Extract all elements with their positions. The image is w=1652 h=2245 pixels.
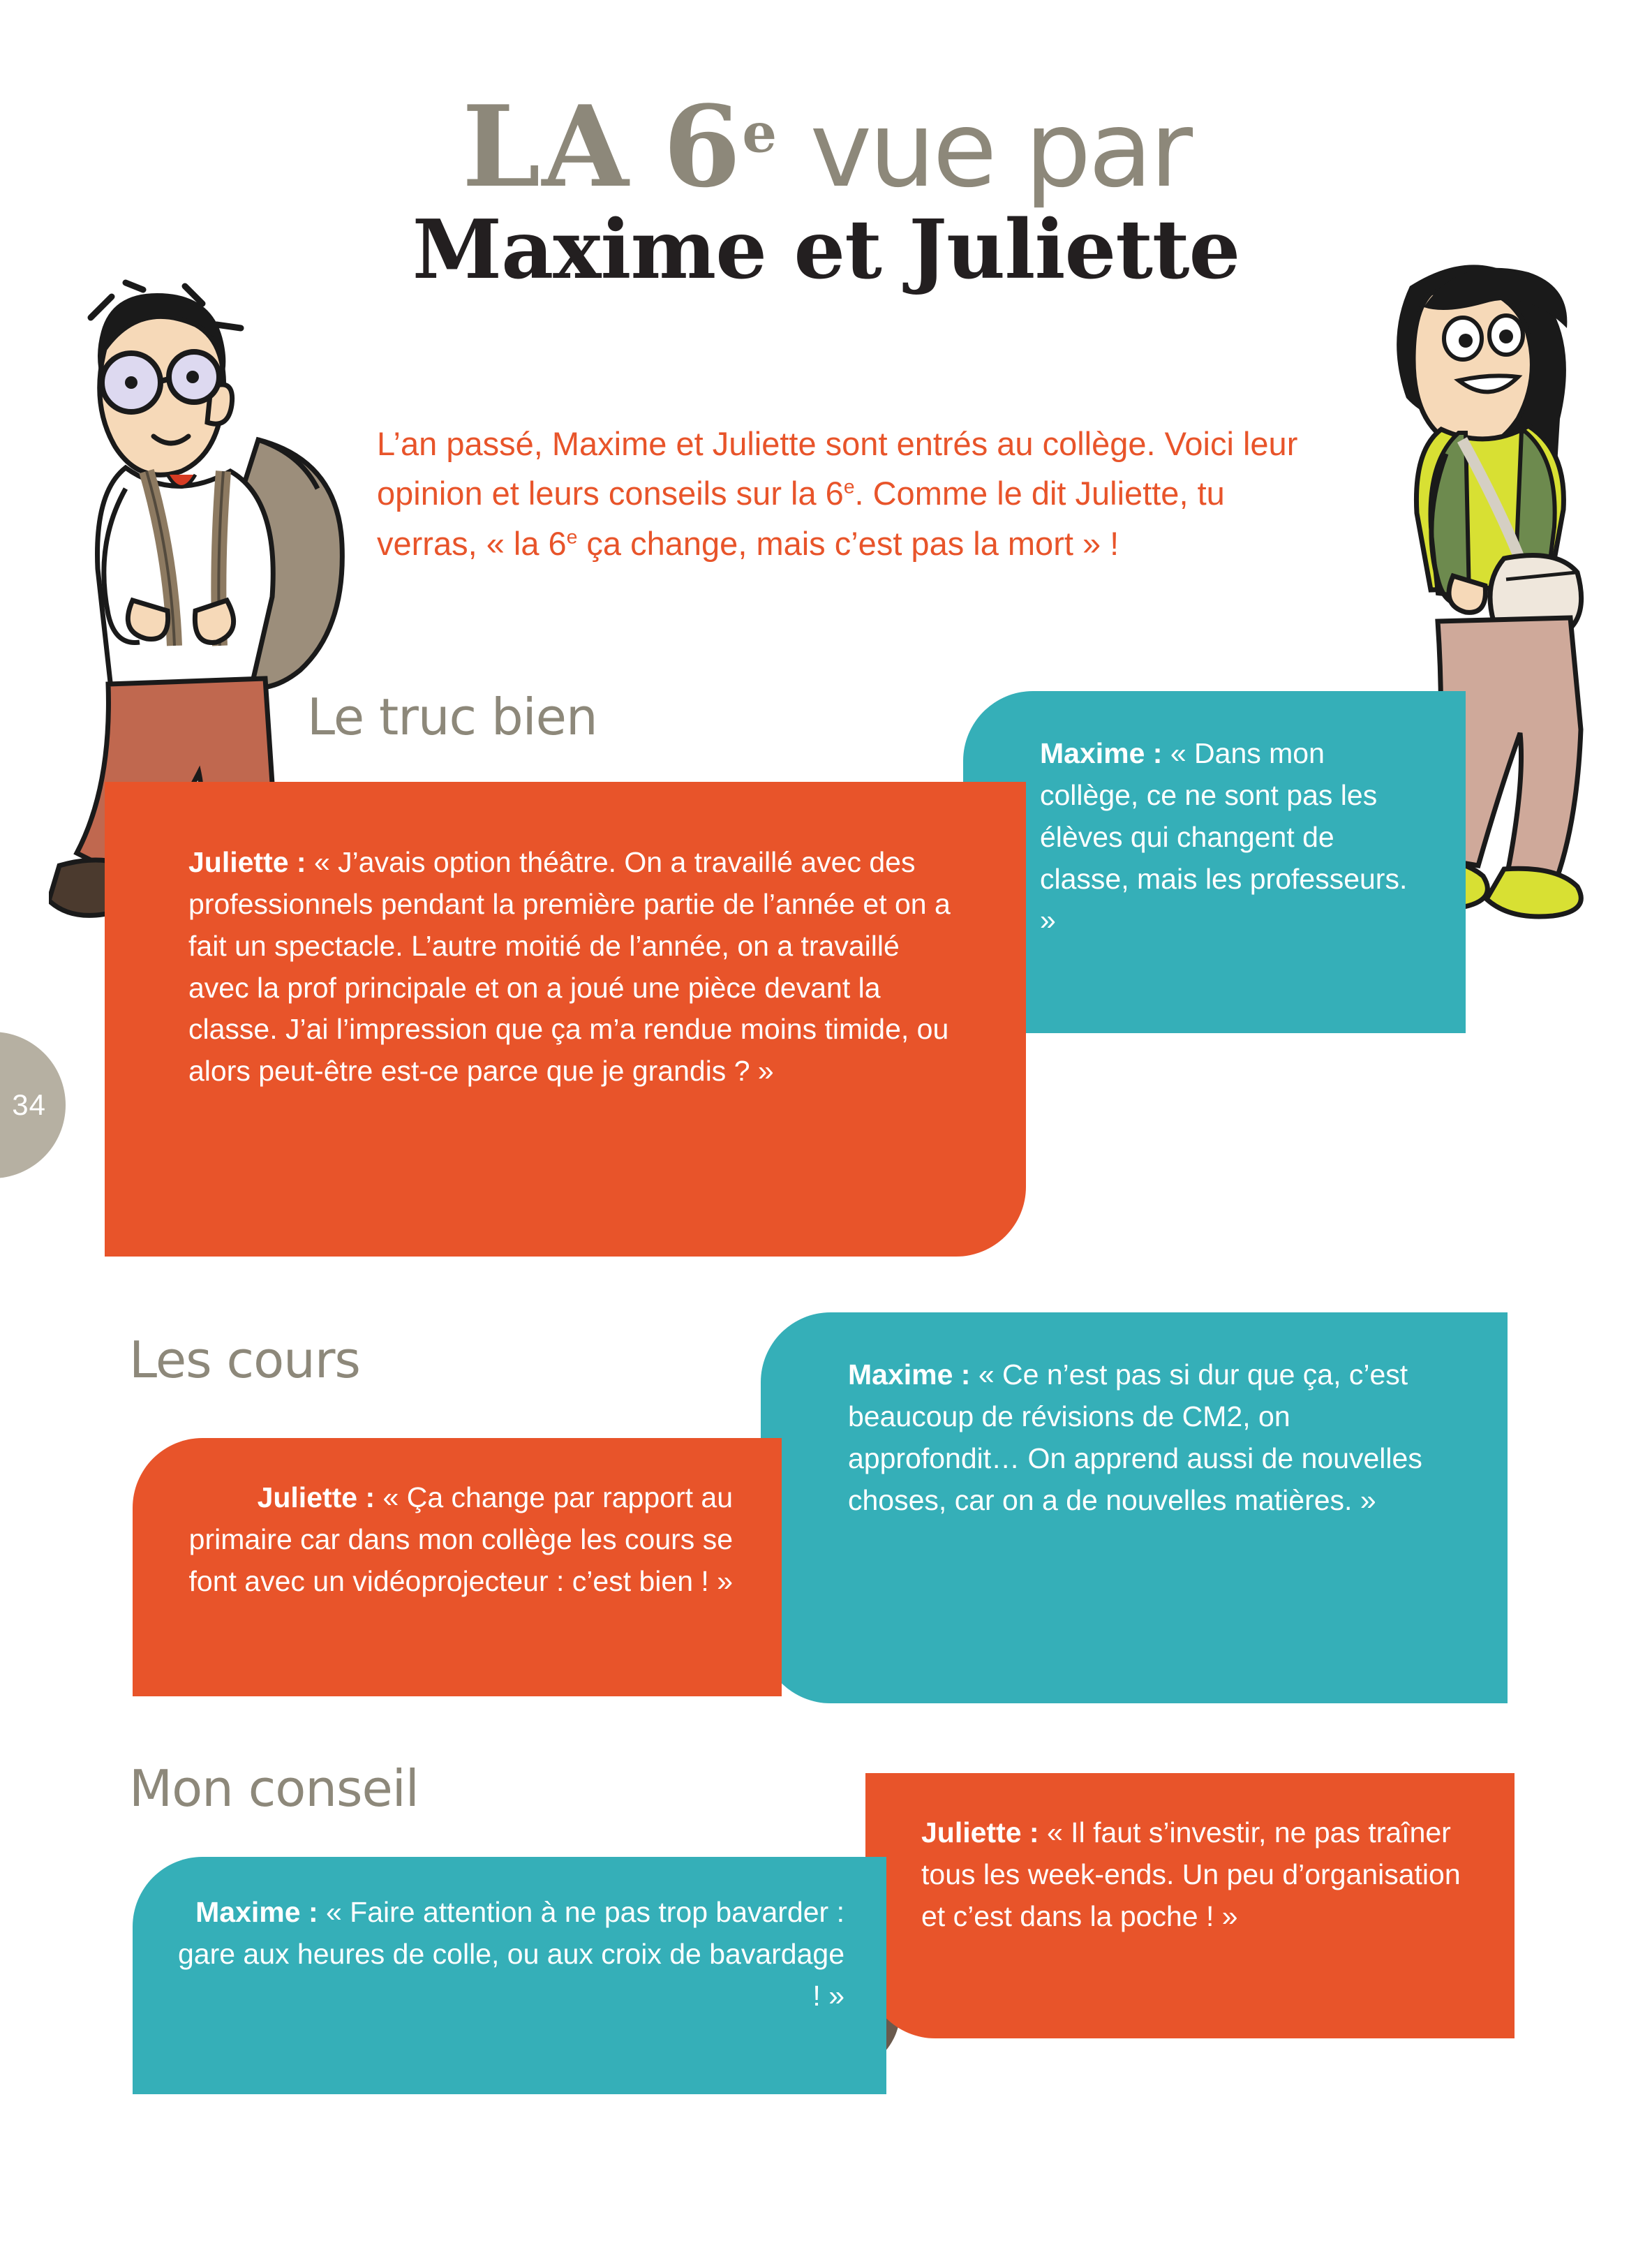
bubble-text: « Il faut s’investir, ne pas traîner tous les week-ends. Un peu d’organisation et c’est dans la poche ! » <box>921 1816 1461 1932</box>
bubble-text: « Ce n’est pas si dur que ça, c’est beaucoup de révisions de CM2, on approfondit… On apprend aussi de nouvelles choses, car on a de nouvelles matières. » <box>848 1358 1422 1516</box>
intro-text: L’an passé, Maxime et Juliette sont entrés au collège. Voici leur opinion et leurs conseils sur la 6e. Comme le dit Juliette, tu verras, « la 6e ça change, mais c’est pas la mort » ! <box>377 425 1298 562</box>
section-heading-truc-bien: Le truc bien <box>307 688 597 746</box>
speaker-label-juliette: Juliette : <box>921 1816 1039 1848</box>
bubble-juliette-mon-conseil <box>865 1773 1515 2038</box>
bubble-maxime-truc-bien <box>963 691 1466 1033</box>
speaker-label-maxime: Maxime : <box>848 1358 971 1391</box>
title-line-two: Maxime et Juliette <box>412 202 1240 297</box>
bubble-text: « Dans mon collège, ce ne sont pas les élèves qui changent de classe, mais les professeurs. » <box>1040 737 1408 937</box>
title-line-one <box>0 81 1652 212</box>
title-six-superscript: e <box>742 101 777 165</box>
section-heading-les-cours: Les cours <box>129 1331 360 1389</box>
speaker-label-juliette: Juliette : <box>188 846 306 878</box>
section-heading-mon-conseil: Mon conseil <box>129 1759 419 1818</box>
intro-paragraph <box>377 419 1305 568</box>
bubble-maxime-les-cours <box>761 1312 1508 1703</box>
speaker-label-maxime: Maxime : <box>195 1896 318 1928</box>
title-six: 6 <box>663 81 743 212</box>
bubble-maxime-mon-conseil <box>133 1857 886 2094</box>
page-number: 34 <box>12 1088 46 1121</box>
bubble-juliette-truc-bien <box>105 782 1026 1257</box>
speaker-label-maxime: Maxime : <box>1040 737 1163 769</box>
bubble-text: « Ça change par rapport au primaire car dans mon collège les cours se font avec un vidéoprojecteur : c’est bien ! » <box>188 1481 733 1597</box>
bubble-text: « J’avais option théâtre. On a travaillé avec des professionnels pendant la première partie de l’année et on a fait un spectacle. L’autre moitié de l’année, on a travaillé avec la prof principale et on a joué une pièce devant la classe. J’ai l’impression que ça m’a rendue moins timide, ou alors peut-être est-ce parce que je grandis ? » <box>188 846 951 1088</box>
bubble-juliette-les-cours <box>133 1438 782 1696</box>
title-la: LA <box>461 81 630 212</box>
bubble-text: « Faire attention à ne pas trop bavarder : gare aux heures de colle, ou aux croix de bavardage ! » <box>177 1896 844 2012</box>
page-number-tab <box>0 1032 66 1178</box>
speaker-label-juliette: Juliette : <box>257 1481 375 1513</box>
title-vue-par: vue par <box>810 89 1191 211</box>
